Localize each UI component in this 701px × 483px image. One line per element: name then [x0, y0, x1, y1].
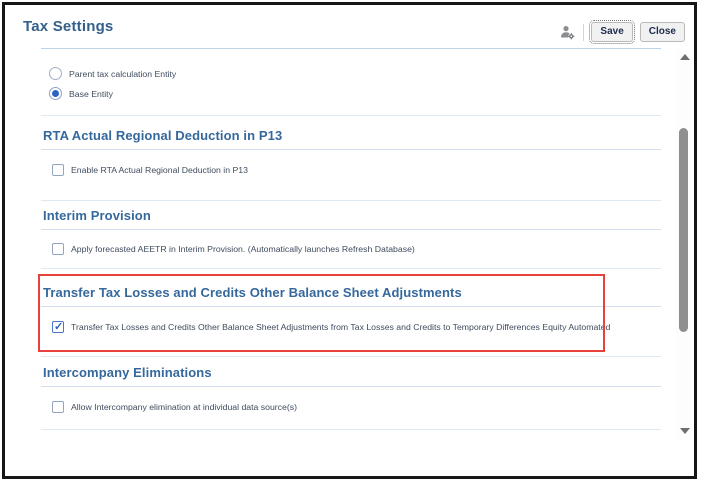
tax-settings-window [2, 2, 697, 479]
checkbox-label: Transfer Tax Losses and Credits Other Balance Sheet Adjustments from Tax Losses and Credits to Temporary Differences Equity Automated [71, 322, 611, 332]
checkbox-transfer-tax-losses[interactable] [52, 321, 64, 333]
divider [41, 386, 661, 387]
divider [41, 429, 661, 430]
scroll-up-icon[interactable] [680, 54, 690, 60]
radio-parent-tax-calculation-entity[interactable] [49, 67, 62, 80]
section-heading-rta: RTA Actual Regional Deduction in P13 [43, 128, 283, 143]
page-title: Tax Settings [23, 18, 114, 35]
divider [41, 268, 661, 269]
section-heading-interim-provision: Interim Provision [43, 208, 151, 223]
divider [41, 200, 661, 201]
divider [41, 149, 661, 150]
radio-label: Parent tax calculation Entity [69, 69, 177, 79]
header-toolbar [559, 22, 685, 42]
section-heading-transfer-tax-losses: Transfer Tax Losses and Credits Other Balance Sheet Adjustments [43, 285, 462, 300]
section-heading-intercompany-eliminations: Intercompany Eliminations [43, 365, 212, 380]
scrollbar-thumb[interactable] [679, 128, 688, 332]
checkbox-allow-intercompany-elimination[interactable] [52, 401, 64, 413]
divider [41, 48, 661, 49]
checkbox-enable-rta[interactable] [52, 164, 64, 176]
header-separator [583, 24, 584, 41]
checkbox-label: Apply forecasted AEETR in Interim Provision. (Automatically launches Refresh Database) [71, 244, 415, 254]
divider [41, 115, 661, 116]
radio-base-entity[interactable] [49, 87, 62, 100]
divider [41, 356, 661, 357]
close-button[interactable]: Close [640, 22, 685, 42]
checkbox-label: Enable RTA Actual Regional Deduction in P13 [71, 165, 248, 175]
checkbox-apply-forecasted-aeetr[interactable] [52, 243, 64, 255]
divider [41, 229, 661, 230]
checkbox-label: Allow Intercompany elimination at individual data source(s) [71, 402, 297, 412]
radio-label: Base Entity [69, 89, 113, 99]
divider [41, 306, 661, 307]
vertical-scrollbar[interactable] [676, 50, 692, 440]
scroll-down-icon[interactable] [680, 428, 690, 434]
save-button[interactable]: Save [591, 22, 632, 42]
user-gear-icon[interactable] [559, 24, 576, 41]
